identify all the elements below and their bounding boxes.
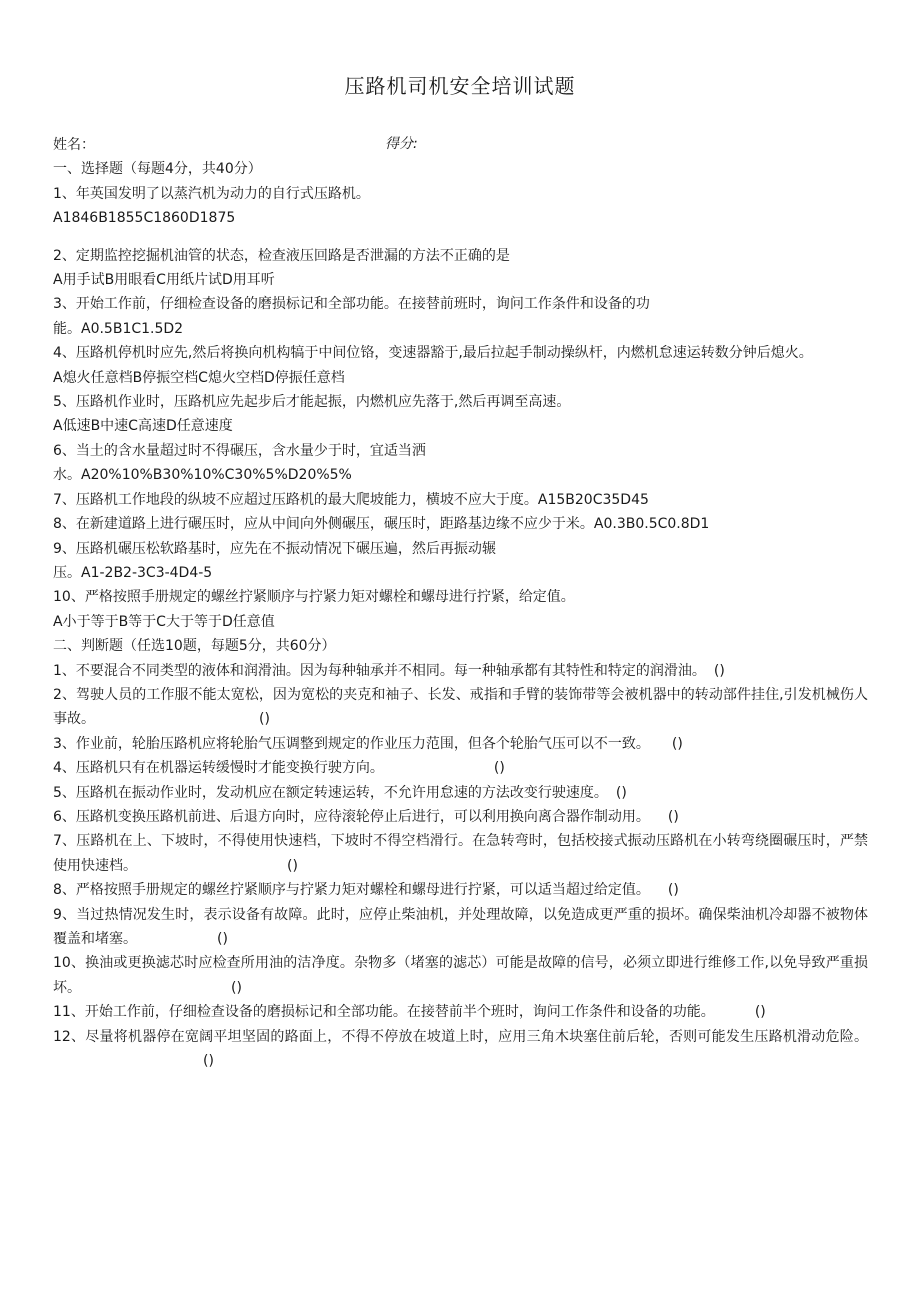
answer-blank[interactable]: () <box>217 931 228 947</box>
section1-heading: 一、选择题（每题4分，共40分） <box>53 161 262 178</box>
judgment-item <box>53 903 868 952</box>
question-7: 7、压路机工作地段的纵坡不应超过压路机的最大爬坡能力，横坡不应大于度。A15B20C35D45 <box>53 491 649 508</box>
judgment-text: 3、作业前，轮胎压路机应将轮胎气压调整到规定的作业压力范围，但各个轮胎气压可以不一致。 <box>53 735 650 752</box>
answer-blank[interactable]: () <box>615 784 627 801</box>
answer-blank[interactable]: () <box>259 711 270 728</box>
judgment-text: 11、开始工作前，仔细检查设备的磨损标记和全部功能。在接替前半个班时，询问工作条件和设备的功能。 <box>53 1004 715 1021</box>
answer-blank[interactable]: () <box>231 979 242 996</box>
answer-blank[interactable]: () <box>667 808 679 825</box>
judgment-text: 9、当过热情况发生时，表示设备有故障。此时，应停止柴油机，并处理故障，以免造成更严重的损坏。确保柴油机冷却器不被物体覆盖和堵塞。 <box>53 906 868 947</box>
section2-heading: 二、判断题（任选10题，每题5分，共60分） <box>53 638 336 655</box>
question-5-options: A低速B中速C高速D任意速度 <box>53 418 233 435</box>
answer-blank[interactable]: () <box>203 1053 214 1070</box>
judgment-item <box>53 659 868 683</box>
exam-content <box>53 133 868 1073</box>
judgment-item <box>53 756 868 780</box>
page-title: 压路机司机安全培训试题 <box>344 74 576 98</box>
judgment-item <box>53 951 868 1000</box>
judgment-item <box>53 878 868 902</box>
question-3-cont: 能。A0.5B1C1.5D2 <box>53 320 184 337</box>
judgment-text: 12、尽量将机器停在宽阔平坦坚固的路面上，不得不停放在坡道上时，应用三角木块塞住前后轮，否则可能发生压路机滑动危险。 <box>53 1028 868 1045</box>
judgment-text: 6、压路机变换压路机前进、后退方向时，应待滚轮停止后进行，可以利用换向离合器作制动用。 <box>53 808 650 825</box>
question-9: 9、压路机碾压松软路基时，应先在不振动情况下碾压遍，然后再振动辗 <box>53 540 496 557</box>
question-8: 8、在新建道路上进行碾压时，应从中间向外侧碾压，碾压时，距路基边缘不应少于米。A0.3B0.5C0.8D1 <box>53 516 710 533</box>
question-6-cont: 水。A20%10%B30%10%C30%5%D20%5% <box>53 467 352 484</box>
answer-blank[interactable]: () <box>287 857 298 874</box>
judgment-item <box>53 829 868 878</box>
judgment-text: 4、压路机只有在机器运转缓慢时才能变换行驶方向。 <box>53 760 384 777</box>
name-label: 姓名： <box>53 137 95 153</box>
question-6: 6、当土的含水量超过时不得碾压，含水量少于时，宜适当洒 <box>53 442 426 459</box>
judgment-text: 7、压路机在上、下坡时，不得使用快速档，下坡时不得空档滑行。在急转弯时，包括校接式振动压路机在小转弯绕圈碾压时，严禁使用快速档。 <box>53 833 868 874</box>
judgment-item <box>53 805 868 829</box>
score-label: 得分: <box>385 136 418 152</box>
answer-blank[interactable]: () <box>671 735 683 752</box>
judgment-text: 2、驾驶人员的工作服不能太宽松，因为宽松的夹克和袖子、长发、戒指和手臂的装饰带等会被机器中的转动部件挂住,引发机械伤人事故。 <box>53 686 868 728</box>
judgment-text: 1、不要混合不同类型的液体和润滑油。因为每种轴承并不相同。每一种轴承都有其特性和特定的润滑油。 <box>53 662 706 679</box>
answer-blank[interactable]: () <box>713 662 725 679</box>
question-10: 10、严格按照手册规定的螺丝拧紧顺序与拧紧力矩对螺栓和螺母进行拧紧，给定值。 <box>53 589 575 606</box>
question-2-options: A用手试B用眼看C用纸片试D用耳听 <box>53 272 275 289</box>
question-4-options: A熄火任意档B停振空档C熄火空档D停振任意档 <box>53 369 345 386</box>
question-9-cont: 压。A1-2B2-3C3-4D4-5 <box>53 564 213 581</box>
question-3: 3、开始工作前，仔细检查设备的磨损标记和全部功能。在接替前班时，询问工作条件和设备的功 <box>53 296 650 313</box>
spacer <box>53 231 868 244</box>
answer-blank[interactable]: () <box>493 760 505 777</box>
judgment-item <box>53 683 868 732</box>
question-2: 2、定期监控挖掘机油管的状态，检查液压回路是否泄漏的方法不正确的是 <box>53 247 510 264</box>
question-5: 5、压路机作业时，压路机应先起步后才能起振，内燃机应先落于,然后再调至高速。 <box>53 394 571 411</box>
judgment-text: 5、压路机在振动作业时，发动机应在额定转速运转，不允许用怠速的方法改变行驶速度。 <box>53 784 608 801</box>
judgment-item <box>53 1000 868 1024</box>
answer-blank[interactable]: () <box>754 1004 766 1021</box>
question-1-options: A1846B1855C1860D1875 <box>53 210 236 227</box>
judgment-item <box>53 732 868 756</box>
question-4: 4、压路机停机时应先,然后将换向机构犒于中间位铬，变速器豁于,最后拉起手制动操纵杆，内燃机怠速运转数分钟后熄火。 <box>53 345 813 362</box>
answer-blank[interactable]: () <box>667 882 679 899</box>
judgment-item <box>53 1025 868 1074</box>
judgment-text: 8、严格按照手册规定的螺丝拧紧顺序与拧紧力矩对螺栓和螺母进行拧紧，可以适当超过给定值。 <box>53 882 650 899</box>
question-1: 1、年英国发明了以蒸汽机为动力的自行式压路机。 <box>53 185 370 202</box>
judgment-item <box>53 781 868 805</box>
question-10-options: A小于等于B等于C大于等于D任意值 <box>53 613 275 630</box>
judgment-text: 10、换油或更换滤芯时应检查所用油的洁净度。杂物多（堵塞的滤芯）可能是故障的信号，必须立即进行维修工作,以免导致严重损坏。 <box>53 955 868 996</box>
